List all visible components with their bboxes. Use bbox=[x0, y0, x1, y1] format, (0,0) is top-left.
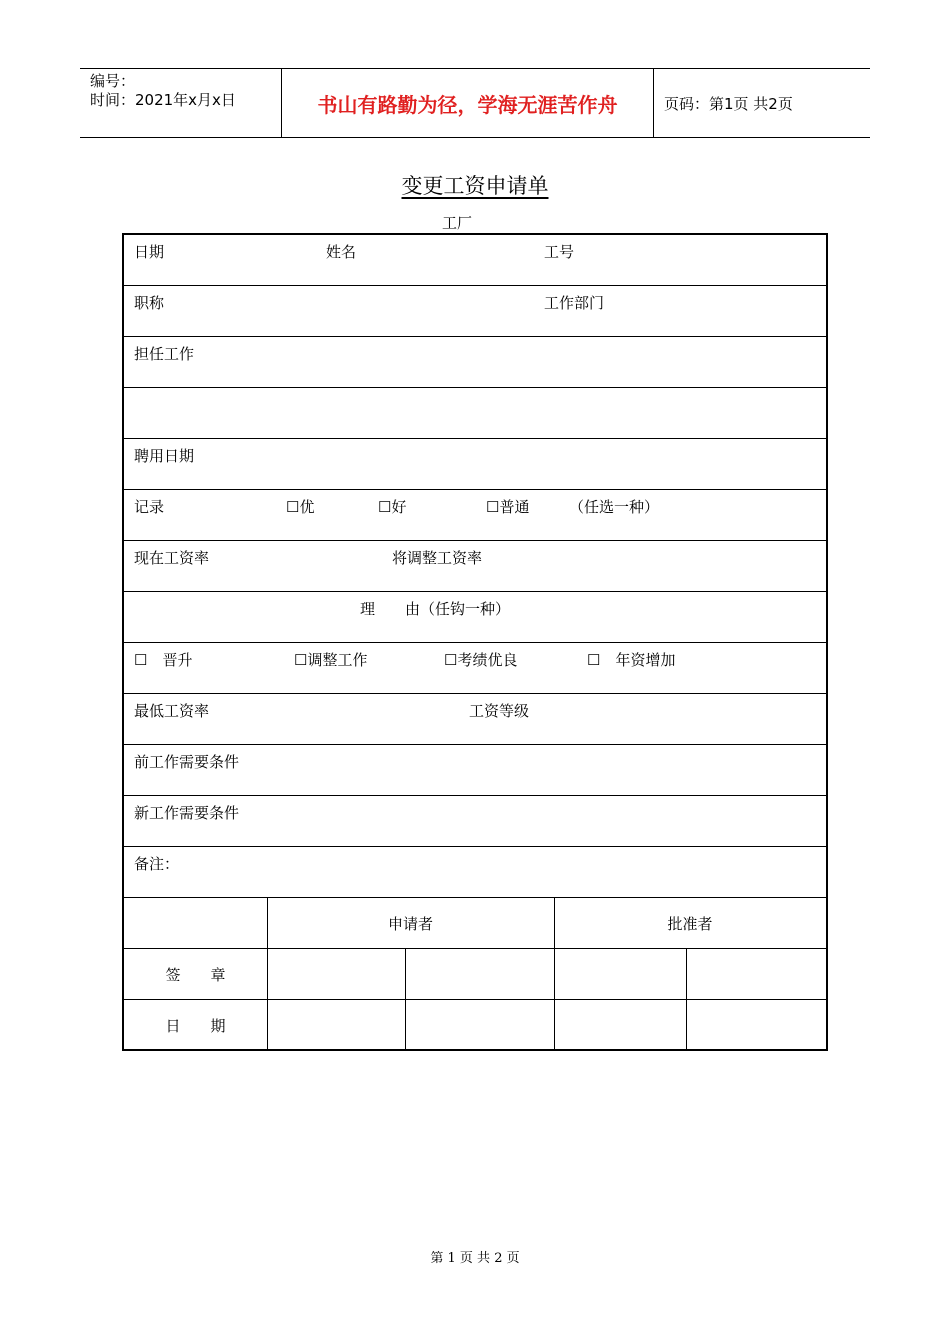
row-signature bbox=[124, 949, 826, 1000]
page-footer: 第 1 页 共 2 页 bbox=[430, 1251, 520, 1266]
form-title: 变更工资申请单 bbox=[401, 174, 549, 198]
new-requirements-label: 新工作需要条件 bbox=[134, 804, 240, 822]
sign-divider-applicant bbox=[405, 949, 406, 1049]
date-label: 日期 bbox=[134, 243, 165, 261]
row-hire-date bbox=[124, 439, 826, 490]
page-header bbox=[80, 68, 870, 138]
row-reason-options bbox=[124, 643, 826, 694]
salary-change-form bbox=[122, 233, 828, 1051]
current-rate-label: 现在工资率 bbox=[134, 549, 210, 567]
record-normal-checkbox[interactable]: ☐普通 bbox=[486, 498, 530, 516]
row-new-requirements bbox=[124, 796, 826, 847]
applicant-header: 申请者 bbox=[387, 915, 433, 933]
time-label: 时间：2021年x月x日 bbox=[90, 91, 236, 109]
record-note: （任选一种） bbox=[569, 498, 660, 516]
row-remarks bbox=[124, 847, 826, 898]
reason-label: 理 由（任钩一种） bbox=[360, 600, 511, 618]
adjusted-rate-label: 将调整工资率 bbox=[392, 549, 483, 567]
reason-adjust-checkbox[interactable]: ☐调整工作 bbox=[294, 651, 368, 669]
page-label: 页码：第1页 共2页 bbox=[664, 94, 793, 113]
reason-performance-checkbox[interactable]: ☐考绩优良 bbox=[444, 651, 518, 669]
row-duty bbox=[124, 337, 826, 388]
row-record bbox=[124, 490, 826, 541]
header-page bbox=[654, 69, 870, 137]
record-label: 记录 bbox=[134, 498, 165, 516]
row-sign-date bbox=[124, 1000, 826, 1051]
row-rates bbox=[124, 541, 826, 592]
sign-divider-approver bbox=[686, 949, 687, 1049]
slogan-text: 书山有路勤为径，学海无涯苦作舟 bbox=[317, 92, 618, 117]
header-slogan bbox=[282, 69, 654, 137]
prev-requirements-label: 前工作需要条件 bbox=[134, 753, 240, 771]
remarks-label: 备注： bbox=[134, 855, 180, 873]
number-label: 编号： bbox=[90, 72, 136, 90]
row-prev-requirements bbox=[124, 745, 826, 796]
row-reason bbox=[124, 592, 826, 643]
department-label: 工作部门 bbox=[544, 294, 605, 312]
record-good-checkbox[interactable]: ☐好 bbox=[378, 498, 407, 516]
row-title-department bbox=[124, 286, 826, 337]
reason-seniority-checkbox[interactable]: ☐ 年资增加 bbox=[587, 651, 676, 669]
record-excellent-checkbox[interactable]: ☐优 bbox=[286, 498, 315, 516]
job-title-label: 职称 bbox=[134, 294, 165, 312]
min-rate-label: 最低工资率 bbox=[134, 702, 210, 720]
employee-no-label: 工号 bbox=[544, 243, 575, 261]
sign-divider-middle bbox=[554, 898, 555, 1049]
wage-grade-label: 工资等级 bbox=[469, 702, 530, 720]
sign-date-label: 日 期 bbox=[165, 1017, 226, 1035]
duty-label: 担任工作 bbox=[134, 345, 195, 363]
row-basic-info bbox=[124, 235, 826, 286]
row-blank bbox=[124, 388, 826, 439]
row-sign-header bbox=[124, 898, 826, 949]
name-label: 姓名 bbox=[326, 243, 357, 261]
header-meta bbox=[80, 69, 282, 137]
hire-date-label: 聘用日期 bbox=[134, 447, 195, 465]
signature-label: 签 章 bbox=[165, 966, 226, 984]
reason-promotion-checkbox[interactable]: ☐ 晋升 bbox=[134, 651, 193, 669]
sign-divider-left bbox=[267, 898, 268, 1049]
approver-header: 批准者 bbox=[667, 915, 713, 933]
factory-label: 工厂 bbox=[442, 214, 473, 232]
row-grade bbox=[124, 694, 826, 745]
